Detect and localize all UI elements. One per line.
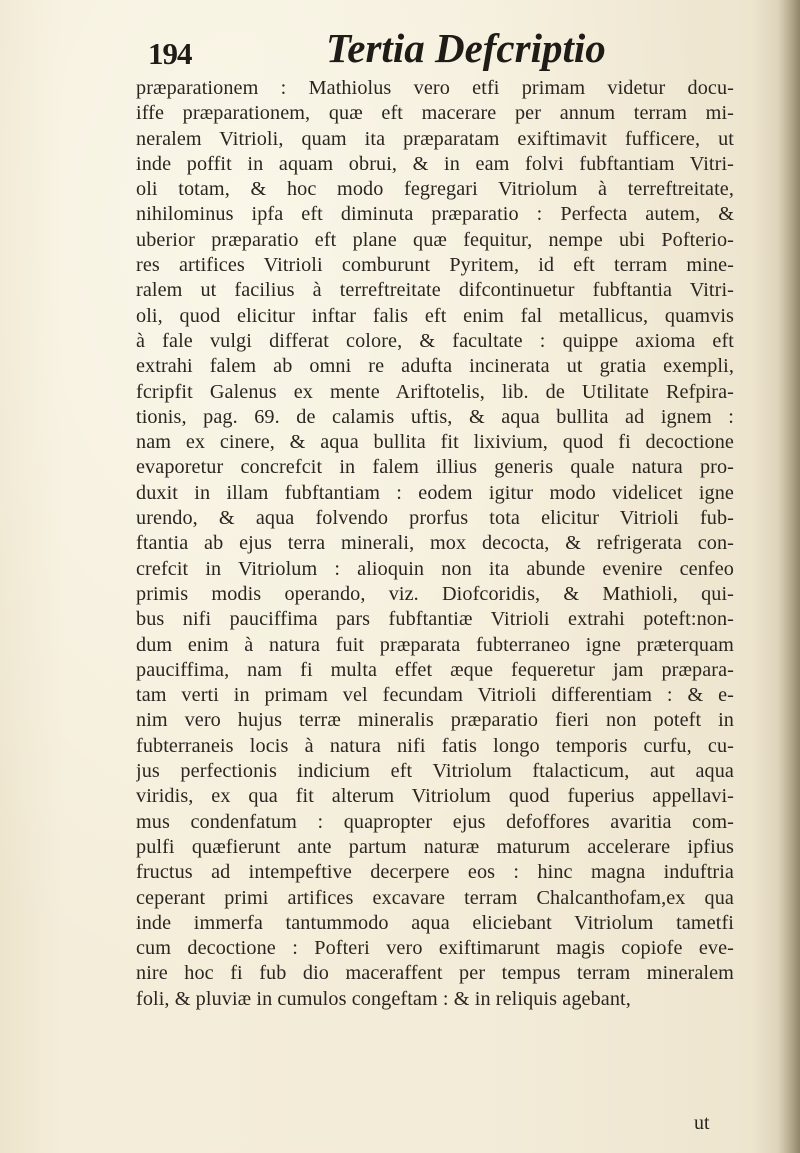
text-line: nire hoc fi fub dio maceraffent per tempus terram mineralem (136, 962, 734, 985)
running-head: Tertia Defcriptio (326, 25, 606, 71)
text-line: viridis, ex qua fit alterum Vitriolum quod fuperius appellavi- (136, 785, 734, 808)
text-line: ceperant primi artifices excavare terram Chalcanthofam,ex qua (136, 886, 734, 909)
text-line: oli totam, & hoc modo fegregari Vitriolum à terreftreitate, (136, 178, 734, 201)
text-line: crefcit in Vitriolum : alioquin non ita abunde evenire cenfeo (136, 557, 734, 580)
text-line: inde immerfa tantummodo aqua eliciebant Vitriolum tametfi (136, 911, 734, 934)
text-line: pulfi quæfierunt ante partum naturæ maturum accelerare ipfius (136, 835, 734, 858)
text-line: tam verti in primam vel fecundam Vitrioli differentiam : & e- (136, 684, 734, 707)
text-line: nihilominus ipfa eft diminuta præparatio : Perfecta autem, & (136, 203, 734, 226)
text-line: fcripfit Galenus ex mente Ariftotelis, lib. de Utilitate Refpira- (136, 380, 734, 403)
catchword: ut (694, 1112, 710, 1134)
text-line: extrahi falem ab omni re adufta incinerata ut gratia exempli, (136, 355, 734, 378)
text-line: dum enim à natura fuit præparata fubterraneo igne præterquam (136, 633, 734, 656)
text-line: ftantia ab ejus terra minerali, mox decocta, & refrigerata con- (136, 532, 734, 555)
text-line: mus condenfatum : quapropter ejus defoffores avaritia com- (136, 810, 734, 833)
text-line: nam ex cinere, & aqua bullita fit lixivium, quod fi decoctione (136, 431, 734, 454)
text-line: neralem Vitrioli, quam ita præparatam exiftimavit fufficere, ut (136, 127, 734, 150)
text-line: à fale vulgi differat colore, & facultate : quippe axioma eft (136, 329, 734, 352)
page-header (148, 22, 708, 78)
text-line: nim vero hujus terræ mineralis præparatio fieri non poteft in (136, 709, 734, 732)
body-text (136, 76, 734, 1012)
text-line: inde poffit in aquam obrui, & in eam folvi fubftantiam Vitri- (136, 152, 734, 175)
text-line: bus nifi pauciffima pars fubftantiæ Vitrioli extrahi poteft:non- (136, 608, 734, 631)
text-line: res artifices Vitrioli comburunt Pyritem, id eft terram mine- (136, 254, 734, 277)
text-line: tionis, pag. 69. de calamis uftis, & aqua bullita ad ignem : (136, 405, 734, 428)
text-line: fructus ad intempeftive decerpere eos : hinc magna induftria (136, 861, 734, 884)
text-line: urendo, & aqua folvendo prorfus tota elicitur Vitrioli fub- (136, 507, 734, 530)
text-line: foli, & pluviæ in cumulos congeftam : & in reliquis agebant, (136, 987, 631, 1010)
text-line: fubterraneis locis à natura nifi fatis longo temporis curfu, cu- (136, 734, 734, 757)
text-line: primis modis operando, viz. Diofcoridis, & Mathioli, qui- (136, 582, 734, 605)
text-line: ralem ut facilius à terreftreitate difcontinuetur fubftantia Vitri- (136, 279, 734, 302)
text-line: oli, quod elicitur inftar falis eft enim fal metallicus, quamvis (136, 304, 734, 327)
text-line: duxit in illam fubftantiam : eodem igitur modo videlicet igne (136, 481, 734, 504)
text-line: iffe præparationem, quæ eft macerare per annum terram mi- (136, 102, 734, 125)
page-edge-shadow (778, 0, 800, 1153)
text-line: jus perfectionis indicium eft Vitriolum ftalacticum, aut aqua (136, 760, 734, 783)
text-line: uberior præparatio eft plane quæ fequitur, nempe ubi Pofterio- (136, 228, 734, 251)
text-line: cum decoctione : Pofteri vero exiftimarunt magis copiofe eve- (136, 937, 734, 960)
text-line: evaporetur concrefcit in falem illius generis quale natura pro- (136, 456, 734, 479)
text-line: pauciffima, nam fi multa effet æque fequeretur jam præpara- (136, 658, 734, 681)
text-line: præparationem : Mathiolus vero etfi primam videtur docu- (136, 77, 734, 99)
page-number: 194 (148, 36, 192, 71)
